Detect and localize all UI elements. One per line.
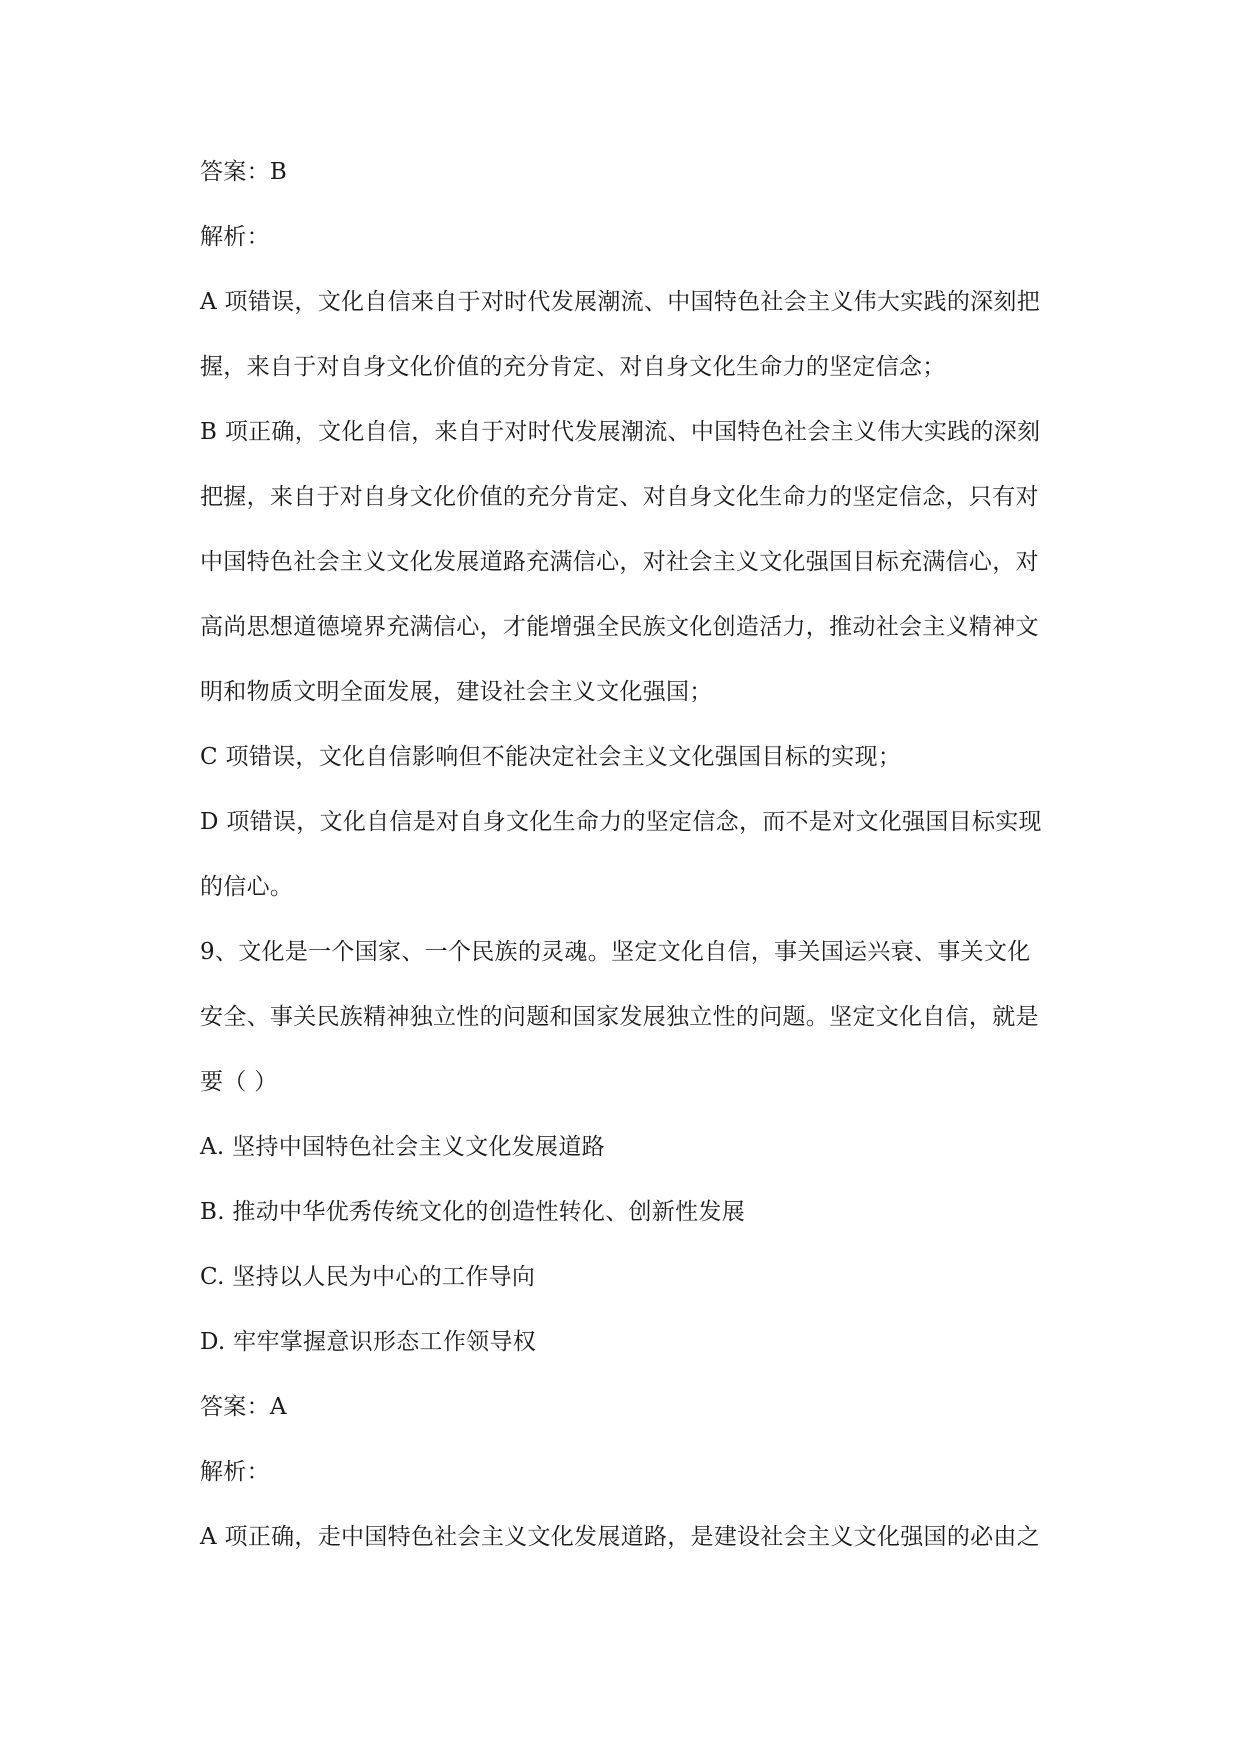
- paragraph-line: A 项正确，走中国特色社会主义文化发展道路，是建设社会主义文化强国的必由之: [200, 1524, 1041, 1550]
- paragraph-line: A 项错误，文化自信来自于对时代发展潮流、中国特色社会主义伟大实践的深刻把: [200, 289, 1041, 315]
- option-b: B. 推动中华优秀传统文化的创造性转化、创新性发展: [200, 1199, 746, 1225]
- answer-line: 答案：A: [200, 1394, 287, 1420]
- paragraph-line: 明和物质文明全面发展，建设社会主义文化强国；: [200, 679, 713, 705]
- paragraph-line: 握，来自于对自身文化价值的充分肯定、对自身文化生命力的坚定信念；: [200, 354, 946, 380]
- option-d: D. 牢牢掌握意识形态工作领导权: [200, 1329, 537, 1355]
- option-a: A. 坚持中国特色社会主义文化发展道路: [200, 1134, 605, 1160]
- option-c: C. 坚持以人民为中心的工作导向: [200, 1264, 536, 1290]
- paragraph-line: 高尚思想道德境界充满信心，才能增强全民族文化创造活力，推动社会主义精神文: [200, 614, 1039, 640]
- question-line: 要（ ）: [200, 1069, 278, 1095]
- paragraph-line: 把握，来自于对自身文化价值的充分肯定、对自身文化生命力的坚定信念，只有对: [200, 484, 1039, 510]
- document-body: [200, 140, 1085, 1570]
- question-line: 9、文化是一个国家、一个民族的灵魂。坚定文化自信，事关国运兴衰、事关文化: [200, 939, 1031, 965]
- paragraph-line: D 项错误，文化自信是对自身文化生命力的坚定信念，而不是对文化强国目标实现: [200, 809, 1042, 835]
- answer-line: 答案：B: [200, 159, 288, 185]
- paragraph-line: 中国特色社会主义文化发展道路充满信心，对社会主义文化强国目标充满信心，对: [200, 549, 1039, 575]
- paragraph-line: C 项错误，文化自信影响但不能决定社会主义文化强国目标的实现；: [200, 744, 902, 770]
- analysis-heading: 解析：: [200, 1459, 270, 1485]
- paragraph-line: 的信心。: [200, 874, 294, 900]
- analysis-heading: 解析：: [200, 224, 270, 250]
- question-line: 安全、事关民族精神独立性的问题和国家发展独立性的问题。坚定文化自信，就是: [200, 1004, 1039, 1030]
- paragraph-line: B 项正确，文化自信，来自于对时代发展潮流、中国特色社会主义伟大实践的深刻: [200, 419, 1041, 445]
